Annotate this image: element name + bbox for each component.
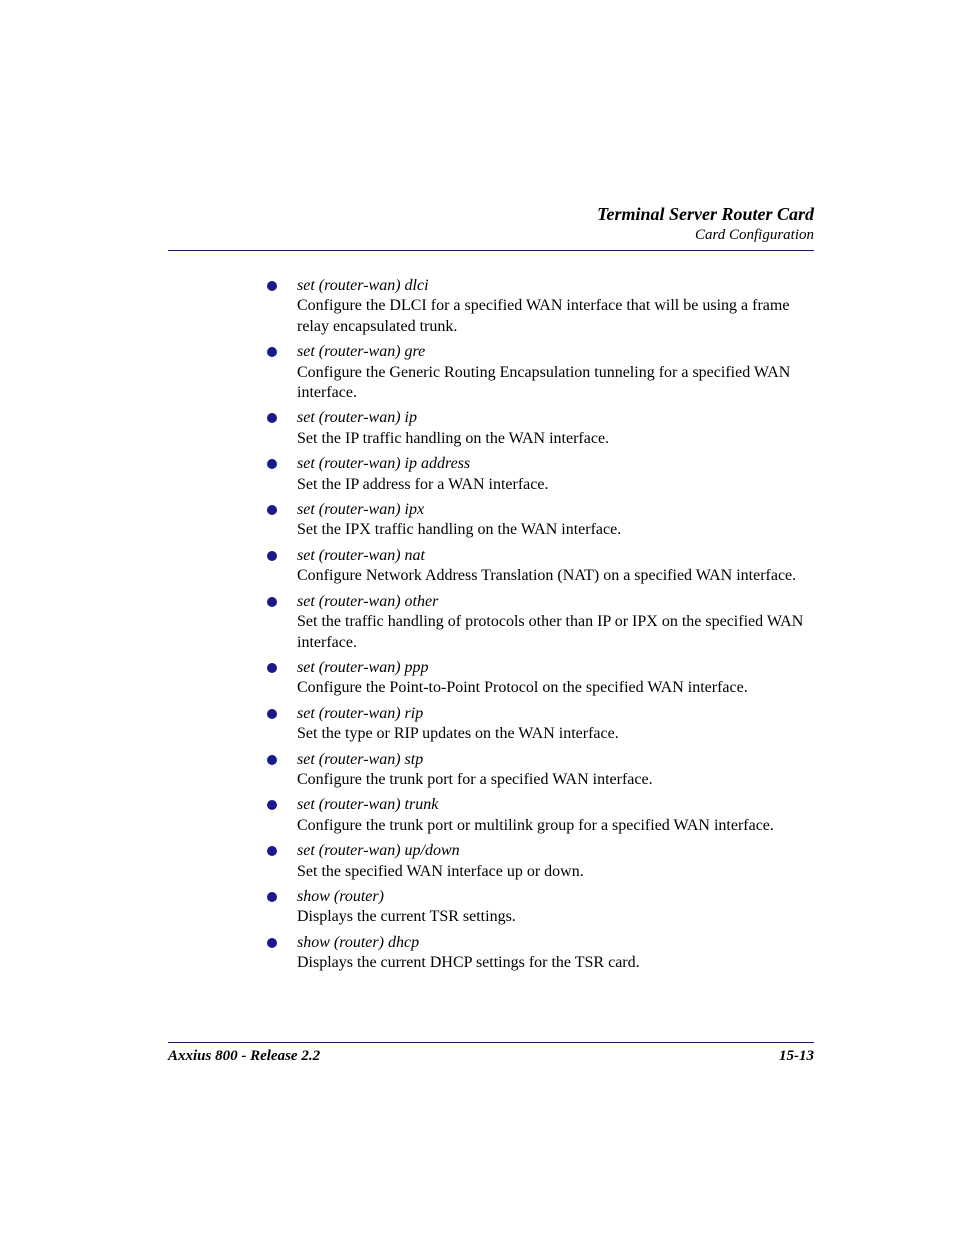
list-item — [266, 887, 818, 928]
bullet-icon — [267, 281, 277, 291]
bullet-icon — [267, 347, 277, 357]
list-item — [266, 500, 818, 541]
command-description: Configure Network Address Translation (NAT) on a specified WAN interface. — [297, 567, 797, 585]
header-divider — [168, 250, 814, 251]
command-name: set (router-wan) gre — [297, 343, 426, 361]
command-description: Set the IPX traffic handling on the WAN interface. — [297, 521, 622, 539]
list-item — [266, 841, 818, 882]
list-item — [266, 546, 818, 587]
command-description: Set the traffic handling of protocols other than IP or IPX on the specified WAN interface. — [297, 613, 804, 651]
bullet-icon — [267, 938, 277, 948]
chapter-title: Terminal Server Router Card — [597, 204, 814, 224]
command-description: Configure the trunk port for a specified WAN interface. — [297, 770, 653, 788]
command-name: set (router-wan) ip address — [297, 455, 471, 473]
bullet-icon — [267, 505, 277, 515]
command-description: Displays the current TSR settings. — [297, 908, 516, 926]
list-item — [266, 276, 818, 337]
document-title: Axxius 800 - Release 2.2 — [168, 1048, 321, 1064]
command-name: set (router-wan) trunk — [297, 796, 439, 814]
bullet-icon — [267, 846, 277, 856]
list-item — [266, 750, 818, 791]
list-item — [266, 408, 818, 449]
command-description: Set the IP traffic handling on the WAN interface. — [297, 429, 610, 447]
command-name: set (router-wan) rip — [297, 704, 424, 722]
command-description: Configure the trunk port or multilink group for a specified WAN interface. — [297, 816, 774, 834]
bullet-icon — [267, 709, 277, 719]
command-name: show (router) — [297, 887, 384, 905]
list-item — [266, 342, 818, 403]
command-description: Set the IP address for a WAN interface. — [297, 475, 549, 493]
command-list — [266, 276, 818, 979]
list-item — [266, 795, 818, 836]
bullet-icon — [267, 597, 277, 607]
command-description: Configure the DLCI for a specified WAN interface that will be using a frame relay encapsulated trunk. — [297, 297, 790, 335]
command-description: Configure the Point-to-Point Protocol on the specified WAN interface. — [297, 679, 748, 697]
command-description: Displays the current DHCP settings for the TSR card. — [297, 954, 640, 972]
page-header — [168, 203, 814, 245]
section-title: Card Configuration — [694, 227, 814, 243]
footer-divider — [168, 1042, 814, 1043]
list-item — [266, 592, 818, 653]
command-name: set (router-wan) ip — [297, 409, 417, 427]
command-name: set (router-wan) ppp — [297, 658, 429, 676]
command-description: Set the specified WAN interface up or down. — [297, 862, 584, 880]
list-item — [266, 658, 818, 699]
list-item — [266, 933, 818, 974]
command-name: show (router) dhcp — [297, 933, 420, 951]
bullet-icon — [267, 413, 277, 423]
bullet-icon — [267, 892, 277, 902]
command-name: set (router-wan) nat — [297, 546, 425, 564]
bullet-icon — [267, 551, 277, 561]
command-name: set (router-wan) ipx — [297, 501, 425, 519]
command-name: set (router-wan) stp — [297, 750, 424, 768]
command-name: set (router-wan) other — [297, 592, 439, 610]
bullet-icon — [267, 800, 277, 810]
page-number: 15-13 — [779, 1048, 814, 1064]
command-name: set (router-wan) dlci — [297, 277, 429, 294]
list-item — [266, 704, 818, 745]
bullet-icon — [267, 755, 277, 765]
command-description: Set the type or RIP updates on the WAN interface. — [297, 725, 619, 743]
bullet-icon — [267, 663, 277, 673]
list-item — [266, 454, 818, 495]
bullet-icon — [267, 459, 277, 469]
command-name: set (router-wan) up/down — [297, 842, 460, 860]
command-description: Configure the Generic Routing Encapsulation tunneling for a specified WAN interface. — [297, 363, 791, 402]
